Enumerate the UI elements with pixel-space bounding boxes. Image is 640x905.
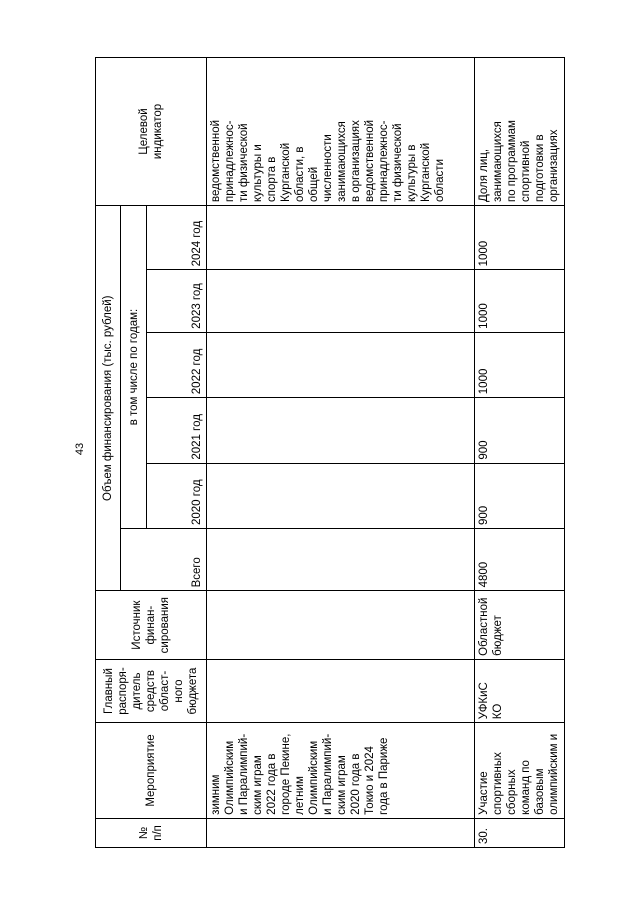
year-2021-cell: 900 [475,398,565,463]
table-row [475,58,565,848]
source-cell: Областной бюджет [475,591,565,659]
row-number [207,818,475,847]
total-cell: 4800 [475,529,565,591]
source-cell [207,591,475,659]
table-row [207,58,475,848]
event-cell: зимним Олимпийским и Паралимпий- ским играм 2022 года в городе Пекине, летним Олимпийским и Паралимпий- ским играм 2020 года в Токио и 2024 года в Париже [207,723,475,819]
header-year-2022: 2022 год [147,332,207,397]
header-source: Источник финан- сирования [96,591,207,659]
header-funding: Объем финансирования (тыс. рублей) [96,206,121,591]
year-2020-cell: 900 [475,463,565,528]
manager-cell: УФКиС КО [475,659,565,722]
header-year-2023: 2023 год [147,270,207,332]
year-2024-cell [207,206,475,270]
year-2023-cell: 1000 [475,270,565,332]
header-event: Мероприятие [96,723,207,819]
header-total: Всего [121,529,207,591]
event-cell: Участие спортивных сборных команд по базовым олимпийским и [475,723,565,819]
year-2021-cell [207,398,475,463]
row-number: 30. [475,818,565,847]
year-2022-cell: 1000 [475,332,565,397]
header-year-2021: 2021 год [147,398,207,463]
rotated-page-content [95,57,602,848]
year-2022-cell [207,332,475,397]
header-year-2024: 2024 год [147,206,207,270]
year-2023-cell [207,270,475,332]
target-cell: Доля лиц, занимающихся по программам спортивной подготовки в организациях [475,58,565,206]
header-target: Целевой индикатор [96,58,207,206]
funding-table [95,57,565,848]
total-cell [207,529,475,591]
page-number: 43 [74,442,86,456]
header-year-2020: 2020 год [147,463,207,528]
header-by-years: в том числе по годам: [121,206,147,529]
header-number: № п/п [96,818,207,847]
year-2024-cell: 1000 [475,206,565,270]
manager-cell [207,659,475,722]
header-manager: Главный распоря- дитель средств област- ного бюджета [96,659,207,722]
year-2020-cell [207,463,475,528]
target-cell: ведомственной принадлежнос- ти физической культуры и спорта в Курганской области, в общей численности занимающихся в организациях ведомственной принадлежнос- ти физической культуры в Курганской области [207,58,475,206]
